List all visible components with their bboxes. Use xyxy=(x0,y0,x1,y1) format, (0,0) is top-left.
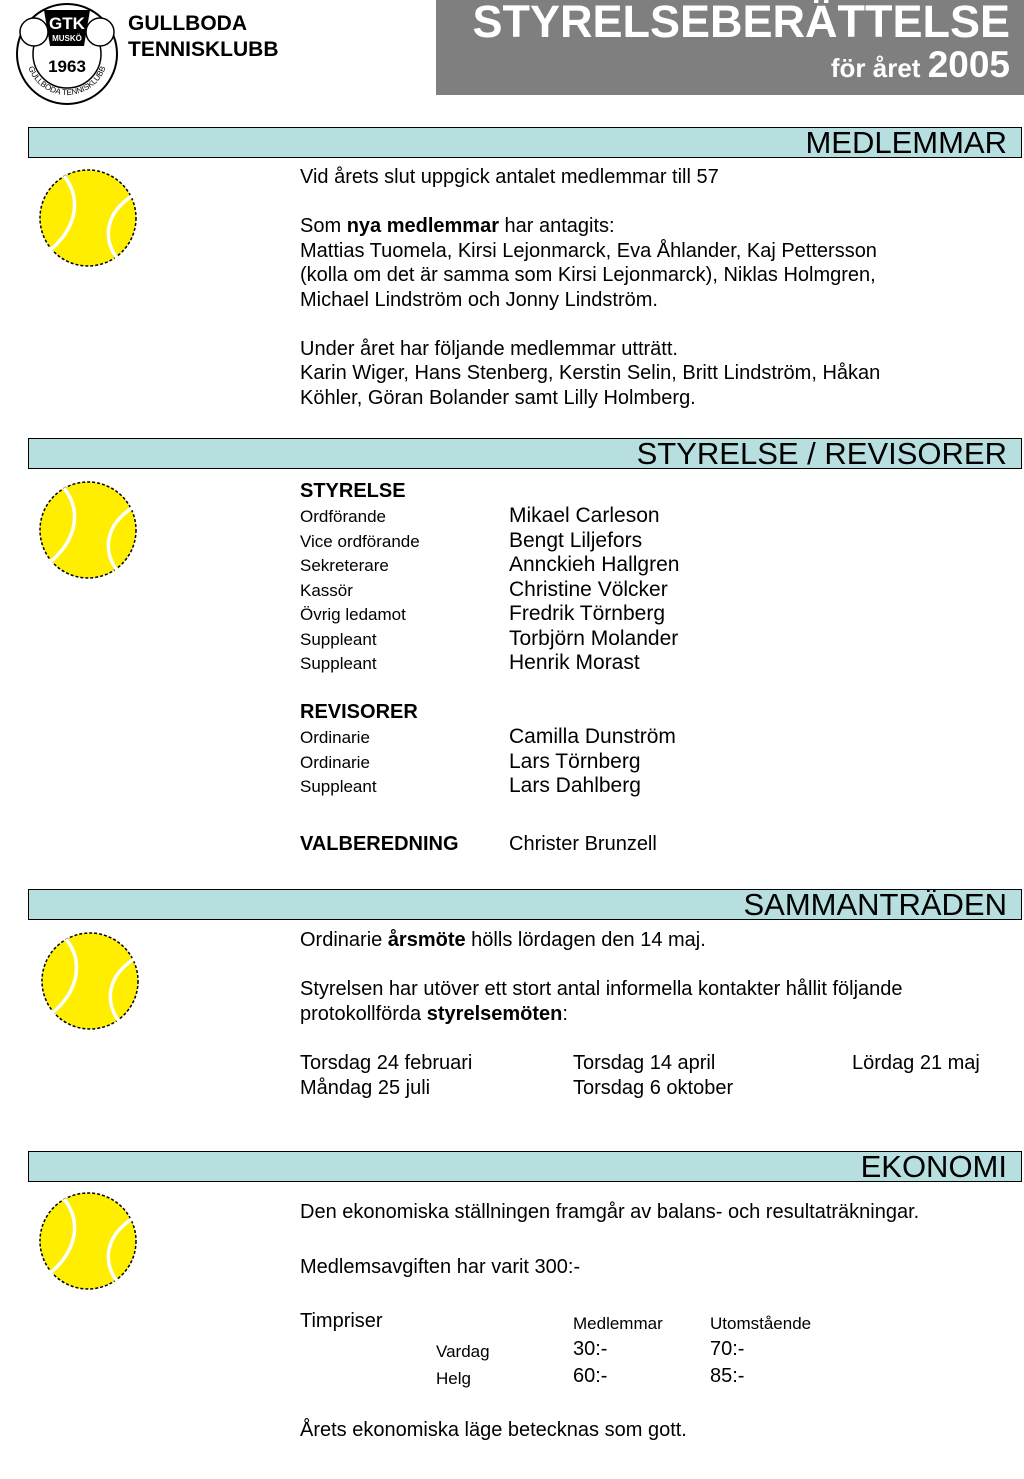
person-name: Fredrik Törnberg xyxy=(509,602,666,625)
price-col-members: Medlemmar xyxy=(573,1314,663,1333)
role-label: Vice ordförande xyxy=(300,531,420,551)
section-heading-members: MEDLEMMAR xyxy=(805,125,1007,160)
new-members-bold: nya medlemmar xyxy=(346,215,499,237)
person-name: Christine Völcker xyxy=(509,577,668,601)
role-label: Övrig ledamot xyxy=(300,605,406,624)
price-members: 30:- xyxy=(573,1338,608,1360)
annual-post: hölls lördagen den 14 maj. xyxy=(465,929,706,951)
club-name-line1: GULLBODA xyxy=(128,12,247,35)
role-label: Sekreterare xyxy=(300,556,389,575)
economy-summary: Årets ekonomiska läge betecknas som gott. xyxy=(300,1419,687,1441)
role-label: Ordinarie xyxy=(300,728,370,747)
board-meetings-line xyxy=(300,1002,903,1027)
svg-text:MUSKÖ: MUSKÖ xyxy=(52,34,82,43)
membership-fee: Medlemsavgiften har varit 300:- xyxy=(300,1256,581,1278)
new-members-post: har antagits: xyxy=(498,215,615,237)
meeting-date: Måndag 25 juli xyxy=(300,1077,431,1099)
svg-text:GULLBODA TENNISKLUBB: GULLBODA TENNISKLUBB xyxy=(26,64,108,98)
person-name: Torbjörn Molander xyxy=(509,626,679,650)
section-bar-meetings xyxy=(28,889,1022,920)
price-row-day: Vardag xyxy=(436,1342,490,1361)
role-label: Suppleant xyxy=(300,777,377,796)
person-name: Bengt Liljefors xyxy=(509,528,643,552)
role-label: Ordförande xyxy=(300,507,386,526)
left-members-intro: Under året har följande medlemmar utträtt. xyxy=(300,337,678,360)
person-name: Camilla Dunström xyxy=(509,725,676,748)
role-label: Ordinarie xyxy=(300,752,370,772)
members-text xyxy=(300,165,880,410)
tennis-ball-icon xyxy=(36,166,140,270)
section-bar-board xyxy=(28,438,1022,469)
person-name: Mikael Carleson xyxy=(509,504,660,527)
svg-text:GTK: GTK xyxy=(49,14,85,33)
new-members-line: (kolla om det är samma som Kirsi Lejonmarck), Niklas Holmgren, xyxy=(300,264,876,286)
person-name: Lars Törnberg xyxy=(509,749,641,773)
board-meetings-pre: protokollförda xyxy=(300,1002,427,1025)
left-members-line: Köhler, Göran Bolander samt Lilly Holmberg. xyxy=(300,386,696,409)
meeting-date: Torsdag 14 april xyxy=(573,1052,716,1074)
tennis-ball-icon xyxy=(36,478,140,582)
members-total: Vid årets slut uppgick antalet medlemmar till 57 xyxy=(300,166,719,188)
new-members-line: Mattias Tuomela, Kirsi Lejonmarck, Eva Åhlander, Kaj Pettersson xyxy=(300,239,877,262)
section-bar-economy xyxy=(28,1151,1022,1182)
economy-statement: Den ekonomiska ställningen framgår av balans- och resultaträkningar. xyxy=(300,1201,920,1223)
person-name: Annckieh Hallgren xyxy=(509,553,680,576)
new-members-pre: Som xyxy=(300,215,347,237)
auditors-title: REVISORER xyxy=(300,701,418,723)
club-name xyxy=(128,11,279,63)
person-name: Lars Dahlberg xyxy=(509,774,641,797)
club-logo xyxy=(14,2,120,106)
board-meetings-line: Styrelsen har utöver ett stort antal informella kontakter hållit följande xyxy=(300,978,903,1000)
tennis-ball-icon xyxy=(36,1189,140,1293)
annual-meeting xyxy=(300,928,903,953)
title-box xyxy=(436,0,1024,95)
document-title: STYRELSEBERÄTTELSE xyxy=(472,0,1010,47)
person-name: Henrik Morast xyxy=(509,651,640,674)
annual-bold: årsmöte xyxy=(387,929,466,951)
club-name-line2: TENNISKLUBB xyxy=(128,38,279,61)
price-members: 60:- xyxy=(573,1365,608,1387)
annual-pre: Ordinarie xyxy=(300,929,388,951)
board-title: STYRELSE xyxy=(300,480,406,502)
nomination-name: Christer Brunzell xyxy=(509,833,657,855)
section-heading-meetings: SAMMANTRÄDEN xyxy=(743,887,1007,922)
document-subtitle xyxy=(831,44,1010,86)
section-heading-economy: EKONOMI xyxy=(860,1149,1007,1184)
price-others: 70:- xyxy=(710,1338,745,1360)
new-members-line: Michael Lindström och Jonny Lindström. xyxy=(300,288,658,311)
board-meetings-bold: styrelsemöten xyxy=(426,1002,563,1025)
prices-label: Timpriser xyxy=(300,1310,383,1332)
section-heading-board: STYRELSE / REVISORER xyxy=(636,436,1007,471)
tennis-ball-icon xyxy=(38,929,142,1033)
section-bar-members xyxy=(28,127,1022,158)
new-members-intro xyxy=(300,214,880,239)
meeting-date: Lördag 21 maj xyxy=(852,1052,980,1074)
role-label: Kassör xyxy=(300,580,353,600)
nomination-label: VALBEREDNING xyxy=(300,833,459,855)
meeting-date: Torsdag 6 oktober xyxy=(573,1077,734,1099)
price-row-day: Helg xyxy=(436,1369,471,1388)
board-meetings-post: : xyxy=(562,1002,568,1025)
subtitle-prefix: för året xyxy=(830,53,921,83)
left-members-line: Karin Wiger, Hans Stenberg, Kerstin Selin, Britt Lindström, Håkan xyxy=(300,362,881,384)
svg-text:1963: 1963 xyxy=(48,57,86,76)
role-label: Suppleant xyxy=(300,629,377,649)
meetings-text xyxy=(300,928,903,1026)
price-others: 85:- xyxy=(710,1365,745,1387)
price-col-others: Utomstående xyxy=(710,1314,812,1333)
role-label: Suppleant xyxy=(300,654,377,673)
subtitle-year: 2005 xyxy=(927,44,1010,85)
meeting-date: Torsdag 24 februari xyxy=(300,1052,473,1074)
